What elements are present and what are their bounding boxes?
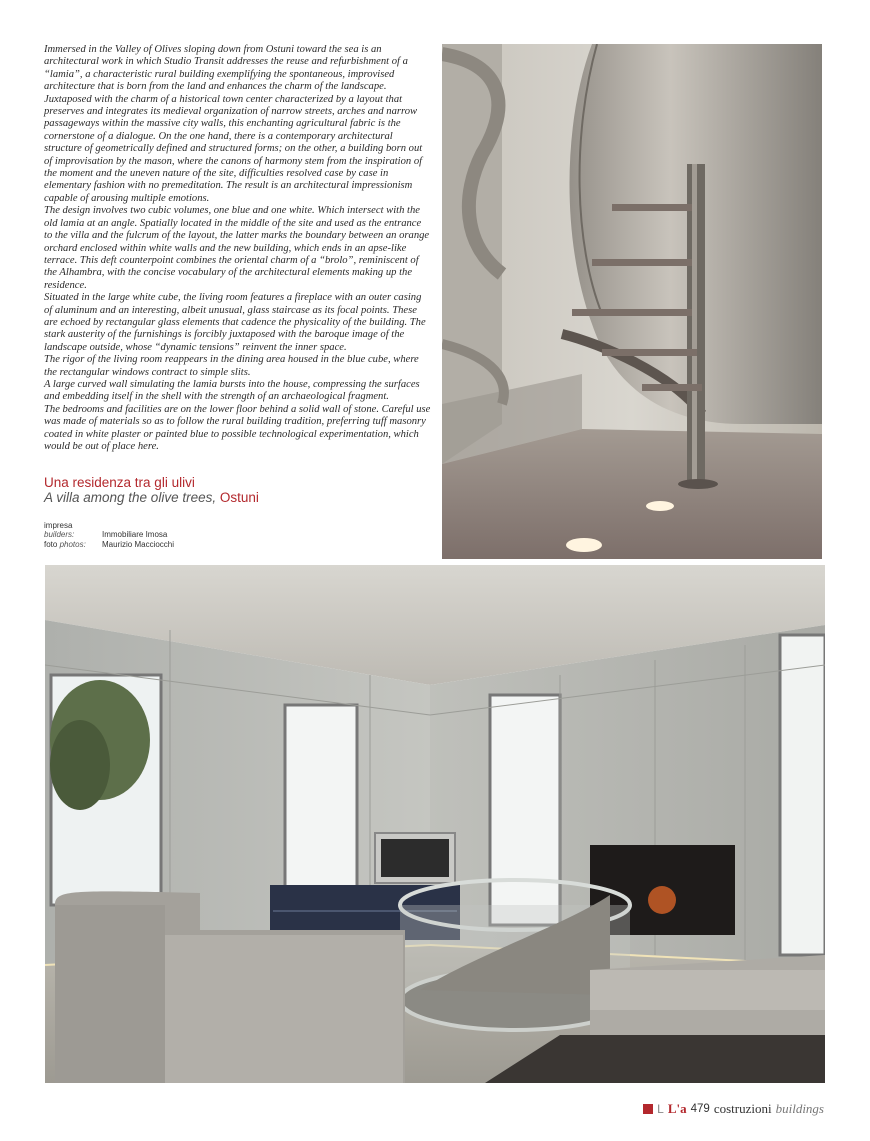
credit-value: Immobiliare Imosa [102,530,168,539]
title-city: Ostuni [219,490,259,505]
article-title-english [44,490,434,505]
credit-value: Maurizio Macciocchi [102,540,175,549]
title-english-text: A villa among the olive trees, [44,490,217,505]
footer-section-english: buildings [775,1101,824,1116]
credit-builders [44,521,434,539]
footer-brand-l: L [657,1102,664,1116]
article-paragraph: The rigor of the living room reappears in the dining area housed in the blue cube, where the rectangular windows contract to simple slits. [44,354,419,378]
staircase-illustration [442,44,822,559]
credit-label [44,521,102,539]
footer-section-italian: costruzioni [713,1101,772,1116]
living-room-illustration [45,565,825,1083]
article-paragraph: Situated in the large white cube, the living room features a fireplace with an outer casing of aluminum and an interesting, albeit unusual, glass staircase as its focal points. These are echoed by rectangular glass elements that cadence the physicality of the building. The stark austerity of the furnishings is forcibly juxtaposed with the baroque image of the landscape outside, whose “dynamic tensions” reinvent the inner space. [44,292,426,353]
article-paragraph: Immersed in the Valley of Olives sloping down from Ostuni toward the sea is an architectural work in which Studio Transit addresses the reuse and refurbishment of a “lamia”, a characteristic rural building exemplifying the spontaneous, improvised architecture that is born from the land and enhances the charm of the landscape. [44,44,408,93]
credit-label-it: foto [44,540,58,549]
photo-spiral-staircase [442,44,822,559]
footer-brand-la: L'a [667,1101,687,1116]
photo-living-room [45,565,825,1083]
footer-red-square [643,1104,653,1114]
credit-label-en: photos: [59,540,86,549]
page-footer [643,1101,824,1117]
footer-issue-number: 479 [690,1103,710,1115]
article-paragraph: Juxtaposed with the charm of a historical town center characterized by a layout that preserves and integrates its medieval organization of narrow streets, arches and narrow passageways within the massive city walls, this enchanting agricultural fabric is the cornerstone of a dialogue. On the one hand, there is a contemporary architectural structure of geometrically defined and structured forms; on the other, a building born out of improvisation by the mason, where the canons of harmony stem from the inspiration of the moment and the uneven nature of the site, difficulties resolved case by case in elementary fashion with no premeditation. The result is an architectural impressionism capable of arousing multiple emotions. [44,93,423,204]
article-paragraph: The design involves two cubic volumes, one blue and one white. Which intersect with the old lamia at an angle. Spatially located in the middle of the site and used as the entrance to the villa and the fulcrum of the layout, the latter marks the boundary between an orange orchard enclosed within white walls and the new building, which ends in an apse-like terrace. This deft counterpoint combines the oriental charm of a “brolo”, reminiscent of the Alhambra, with the concise vocabulary of the architectural elements making up the residence. [44,205,430,291]
article-paragraph: The bedrooms and facilities are on the lower floor behind a solid wall of stone. Careful use was made of materials so as to follow the rural building tradition, preferring tuff masonry coated in white plaster or painted blue to possible technological experimentation, which would be out of place here. [44,403,431,452]
article-paragraph: A large curved wall simulating the lamia bursts into the house, compressing the surfaces and embedding itself in the shell with the strength of an archaeological fragment. [44,378,420,403]
credit-label-it: impresa [44,521,73,530]
article-body [44,44,432,453]
credit-label-en: builders: [44,530,75,539]
credit-label [44,540,102,549]
article-title-italian: Una residenza tra gli ulivi [44,475,195,490]
credit-photos [44,540,434,549]
